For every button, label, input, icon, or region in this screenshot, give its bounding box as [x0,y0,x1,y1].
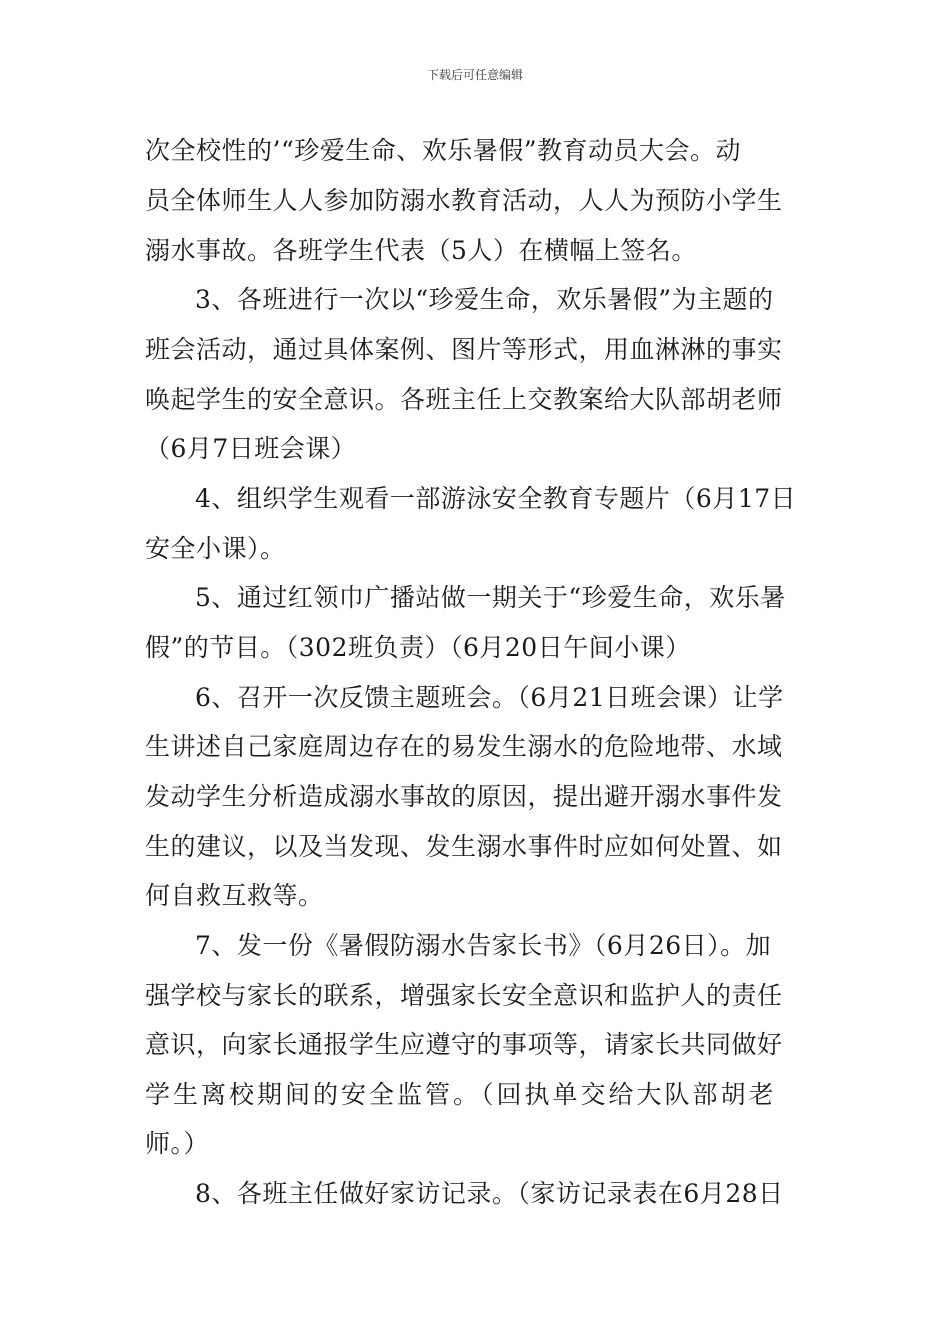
text-line: 班会活动，通过具体案例、图片等形式，用血淋淋的事实 [145,335,783,364]
text-line: 假”的节目。（302班负责）（6月20日午间小课） [145,633,691,662]
text-line: 师。） [145,1129,210,1158]
text-line: 5、通过红领巾广播站做一期关于“珍爱生命，欢乐暑 [195,583,786,612]
text-line: 6、召开一次反馈主题班会。（6月21日班会课）让学 [195,683,784,712]
text-line: 生讲述自己家庭周边存在的易发生溺水的危险地带、水域 [145,732,783,761]
text-line: 7、发一份《暑假防溺水告家长书》（6月26日）。加 [195,931,772,960]
page-header: 下载后可任意编辑 [426,68,523,82]
text-line: 何自救互救等。 [145,881,324,910]
text-line: 学生离校期间的安全监管。（回执单交给大队部胡老 [145,1080,777,1109]
text-line: 生的建议，以及当发现、发生溺水事件时应如何处置、如 [145,832,783,861]
text-line: 溺水事故。各班学生代表（5人）在横幅上签名。 [145,236,697,265]
text-line: 次全校性的’“珍爱生命、欢乐暑假”教育动员大会。动 [145,136,742,165]
text-line: 唤起学生的安全意识。各班主任上交教案给大队部胡老师 [145,385,783,414]
text-line: 员全体师生人人参加防溺水教育活动，人人为预防小学生 [145,186,783,215]
text-line: 8、各班主任做好家访记录。（家访记录表在6月28日 [195,1179,784,1208]
text-line: 发动学生分析造成溺水事故的原因，提出避开溺水事件发 [145,782,783,811]
text-line: 3、各班进行一次以“珍爱生命，欢乐暑假”为主题的 [195,285,774,314]
text-line: 4、组织学生观看一部游泳安全教育专题片（6月17日 [195,484,797,513]
text-line: 意识，向家长通报学生应遵守的事项等，请家长共同做好 [145,1030,783,1059]
text-line: 强学校与家长的联系，增强家长安全意识和监护人的责任 [145,981,783,1010]
text-line: 安全小课）。 [145,534,286,563]
text-line: （6月7日班会课） [145,434,357,463]
